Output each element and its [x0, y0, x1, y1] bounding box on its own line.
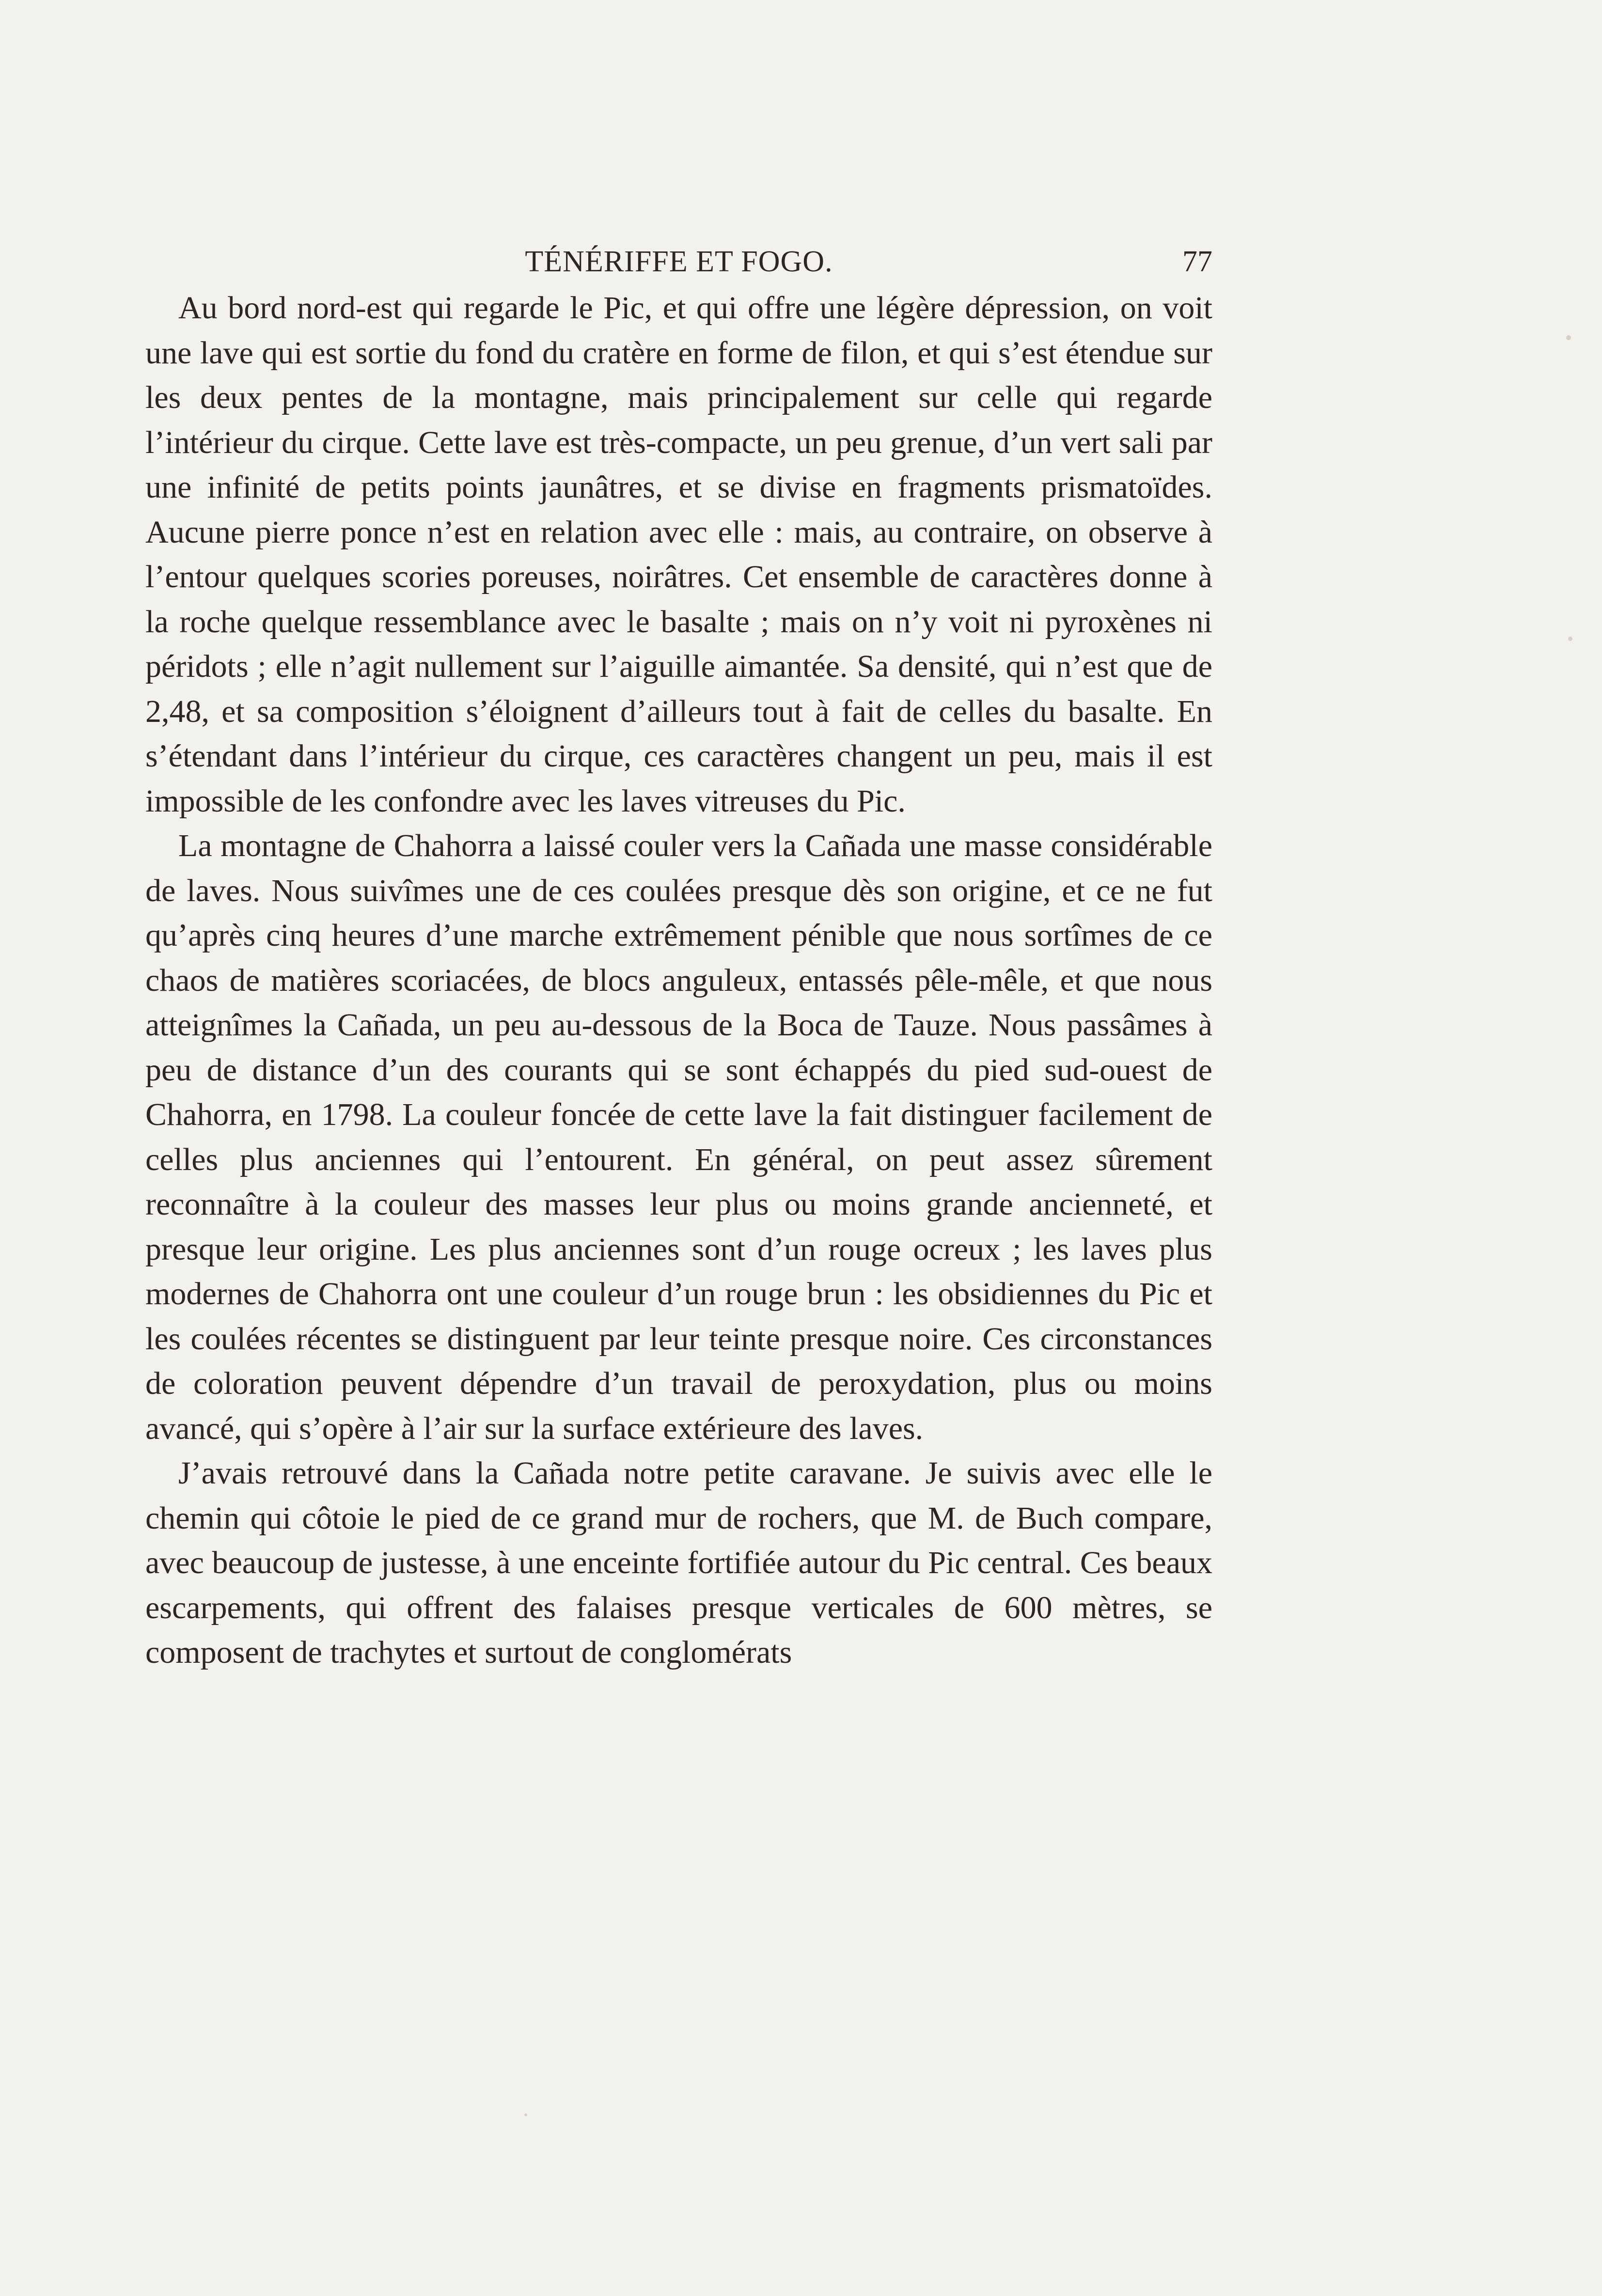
paragraph: La montagne de Chahorra a laissé couler vers la Cañada une masse considérable de laves. Nous suivîmes une de ces coulées presque dès son origine, et ce ne fut qu’après cinq heures d’une marche extrêmement pénible que nous sortîmes de ce chaos de matières scoriacées, de blocs anguleux, entassés pêle-mêle, et que nous atteignîmes la Cañada, un peu au-dessous de la Boca de Tauze. Nous passâmes à peu de distance d’un des courants qui se sont échappés du pied sud-ouest de Chahorra, en 1798. La couleur foncée de cette lave la fait distinguer facilement de celles plus anciennes qui l’entourent. En général, on peut assez sûrement reconnaître à la couleur des masses leur plus ou moins grande ancienneté, et presque leur origine. Les plus anciennes sont d’un rouge ocreux ; les laves plus modernes de Chahorra ont une couleur d’un rouge brun : les obsidiennes du Pic et les coulées récentes se distinguent par leur teinte presque noire. Ces circonstances de coloration peuvent dépendre d’un travail de peroxydation, plus ou moins avancé, qui s’opère à l’air sur la surface extérieure des laves. — [145, 828, 1212, 1446]
paragraph: J’avais retrouvé dans la Cañada notre petite caravane. Je suivis avec elle le chemin qui côtoie le pied de ce grand mur de rochers, que M. de Buch compare, avec beaucoup de justesse, à une enceinte fortifiée autour du Pic central. Ces beaux escarpements, qui offrent des falaises presque verticales de 600 mètres, se composent de trachytes et surtout de conglomérats — [145, 1455, 1212, 1670]
page-number: 77 — [1182, 245, 1212, 278]
body-text — [145, 286, 1212, 1675]
paper-spot — [1566, 335, 1571, 340]
page-header — [145, 240, 1212, 283]
paper-spot — [524, 2113, 527, 2116]
paper-spot — [1568, 637, 1572, 641]
paragraph: Au bord nord-est qui regarde le Pic, et qui offre une légère dépression, on voit une lave qui est sortie du fond du cratère en forme de filon, et qui s’est étendue sur les deux pentes de la montagne, mais principalement sur celle qui regarde l’intérieur du cirque. Cette lave est très-compacte, un peu grenue, d’un vert sali par une infinité de petits points jaunâtres, et se divise en fragments prismatoïdes. Aucune pierre ponce n’est en relation avec elle : mais, au contraire, on observe à l’entour quelques scories poreuses, noirâtres. Cet ensemble de caractères donne à la roche quelque ressemblance avec le basalte ; mais on n’y voit ni pyroxènes ni péridots ; elle n’agit nullement sur l’aiguille aimantée. Sa densité, qui n’est que de 2,48, et sa composition s’éloignent d’ailleurs tout à fait de celles du basalte. En s’étendant dans l’intérieur du cirque, ces caractères changent un peu, mais il est impossible de les confondre avec les laves vitreuses du Pic. — [145, 290, 1212, 819]
running-title: TÉNÉRIFFE ET FOGO. — [525, 245, 833, 278]
